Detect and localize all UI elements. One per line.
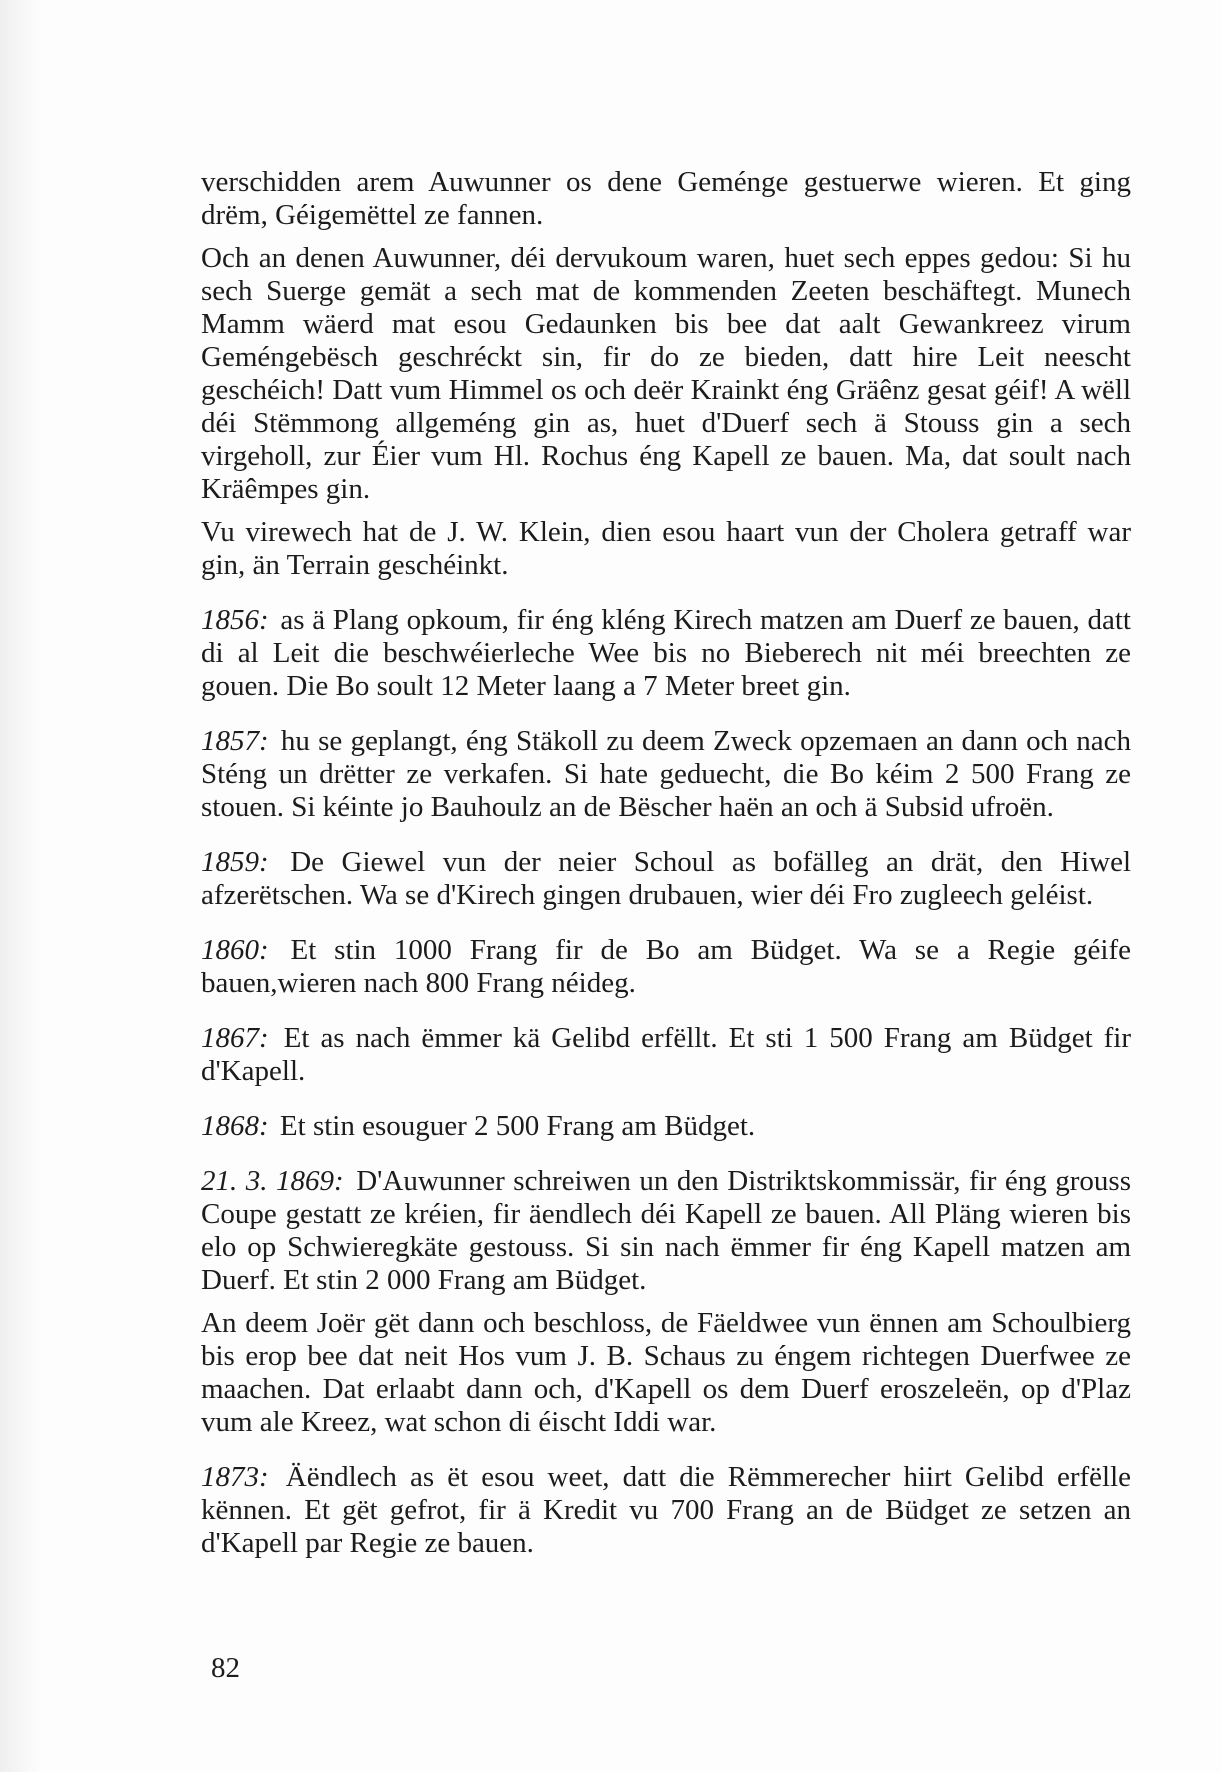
chronicle-entry-1856 xyxy=(201,604,1131,703)
entry-text: Et stin 1000 Frang fir de Bo am Büdget. Wa se a Regie géife bauen,wieren nach 800 Frang néideg. xyxy=(201,934,1131,999)
page-number: 82 xyxy=(211,1652,240,1684)
entry-date: 1857: xyxy=(201,725,269,757)
entry-date: 1868: xyxy=(201,1110,269,1142)
entry-text: hu se geplangt, éng Stäkoll zu deem Zweck opzemaen an dann och nach Sténg un drëtter ze verkafen. Si hate geduecht, die Bo kéim 2 500 Frang ze stouen. Si kéinte jo Bauhoulz an de Bëscher haën an och ä Subsid ufroën. xyxy=(201,725,1131,823)
entry-date: 1867: xyxy=(201,1022,269,1054)
paragraph xyxy=(201,1307,1131,1439)
chronicle-entry-1873 xyxy=(201,1461,1131,1560)
entry-date: 21. 3. 1869: xyxy=(201,1165,344,1197)
entry-text: De Giewel vun der neier Schoul as bofälleg an drät, den Hiwel afzerëtschen. Wa se d'Kirech gingen drubauen, wier déi Fro zugleech geléist. xyxy=(201,846,1131,911)
paragraph-text: verschidden arem Auwunner os dene Geménge gestuerwe wieren. Et ging drëm, Géigemëttel ze fannen. xyxy=(201,166,1131,231)
entry-text: as ä Plang opkoum, fir éng kléng Kirech matzen am Duerf ze bauen, datt di al Leit die beschwéierleche Wee bis no Bieberech nit méi breechten ze gouen. Die Bo soult 12 Meter laang a 7 Meter breet gin. xyxy=(201,604,1131,702)
chronicle-entry-1867 xyxy=(201,1022,1131,1088)
chronicle-entry-1859 xyxy=(201,846,1131,912)
entry-date: 1873: xyxy=(201,1461,269,1493)
chronicle-entry-1860 xyxy=(201,934,1131,1000)
paragraph-text: Vu virewech hat de J. W. Klein, dien esou haart vun der Cholera getraff war gin, än Terrain geschéinkt. xyxy=(201,516,1131,581)
paragraph-text: An deem Joër gët dann och beschloss, de Fäeldwee vun ënnen am Schoulbierg bis erop bee dat neit Hos vum J. B. Schaus zu éngem richtegen Duerfwee ze maachen. Dat erlaabt dann och, d'Kapell os dem Duerf eroszeleën, op d'Plaz vum ale Kreez, wat schon di éischt Iddi war. xyxy=(201,1307,1131,1438)
paragraph-text: Och an denen Auwunner, déi dervukoum waren, huet sech eppes gedou: Si hu sech Suerge gemät a sech mat de kommenden Zeeten beschäftegt. Munech Mamm wäerd mat esou Gedaunken bis bee dat aalt Gewankreez virum Geméngebësch geschréckt sin, fir do ze bieden, datt hire Leit neescht geschéich! Datt vum Himmel os och deër Krainkt éng Gräênz gesat géif! A wëll déi Stëmmong allgeméng gin as, huet d'Duerf sech ä Stouss gin a sech virgeholl, zur Éier vum Hl. Rochus éng Kapell ze bauen. Ma, dat soult nach Kräêmpes gin. xyxy=(201,242,1131,505)
entry-date: 1856: xyxy=(201,604,269,636)
entry-text: Et stin esouguer 2 500 Frang am Büdget. xyxy=(279,1110,756,1142)
body-text xyxy=(201,166,1131,1570)
entry-text: Et as nach ëmmer kä Gelibd erfëllt. Et sti 1 500 Frang am Büdget fir d'Kapell. xyxy=(201,1022,1131,1087)
page-edge-shadow xyxy=(0,0,40,1772)
paragraph xyxy=(201,166,1131,232)
entry-date: 1859: xyxy=(201,846,269,878)
paragraph xyxy=(201,516,1131,582)
chronicle-entry-1869 xyxy=(201,1165,1131,1297)
entry-text: D'Auwunner schreiwen un den Distriktskommissär, fir éng grouss Coupe gestatt ze kréien, fir äendlech déi Kapell ze bauen. All Pläng wieren bis elo op Schwieregkäte gestouss. Si sin nach ëmmer fir éng Kapell matzen am Duerf. Et stin 2 000 Frang am Büdget. xyxy=(201,1165,1132,1296)
chronicle-entry-1857 xyxy=(201,725,1131,824)
paragraph xyxy=(201,242,1131,506)
entry-date: 1860: xyxy=(201,934,269,966)
chronicle-entry-1868 xyxy=(201,1110,1131,1143)
entry-text: Äëndlech as ët esou weet, datt die Rëmmerecher hiirt Gelibd erfëlle kënnen. Et gët gefrot, fir ä Kredit vu 700 Frang an de Büdget ze setzen an d'Kapell par Regie ze bauen. xyxy=(201,1461,1131,1559)
